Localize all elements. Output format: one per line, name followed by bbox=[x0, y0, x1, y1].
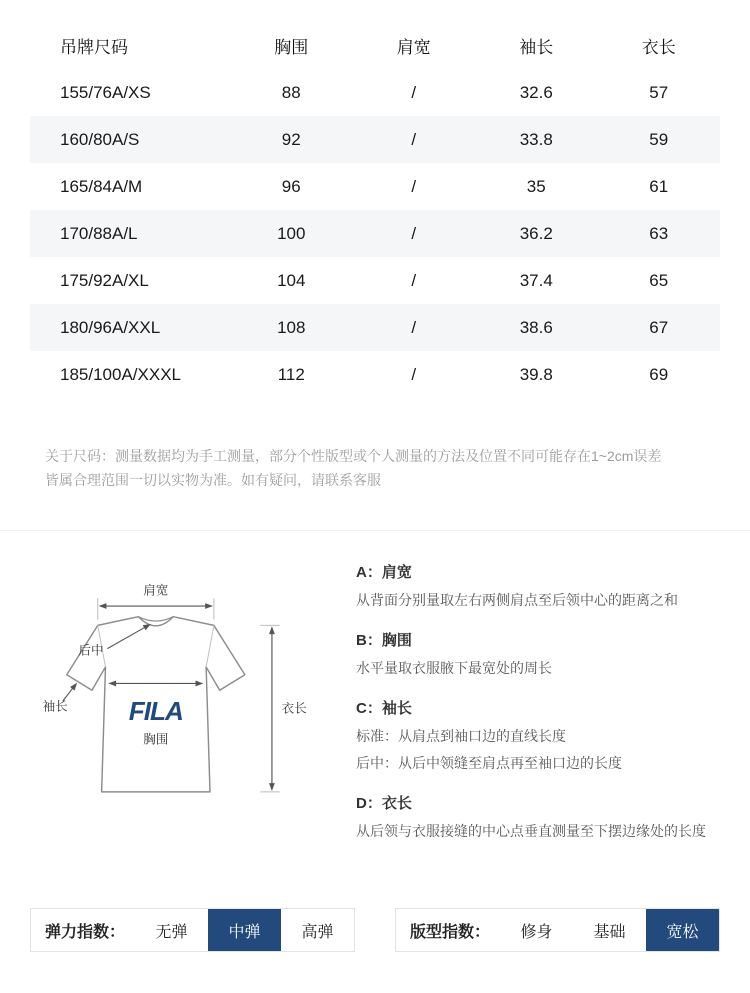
tshirt-diagram bbox=[30, 557, 342, 860]
length-cell: 59 bbox=[649, 129, 669, 149]
definition-heading: D：衣长 bbox=[356, 795, 412, 812]
back-center-label: 后中 bbox=[78, 643, 104, 658]
header-length: 衣长 bbox=[641, 38, 676, 57]
fit-index-label: 版型指数： bbox=[410, 923, 491, 941]
definition-line: 从后领与衣服接缝的中心点垂直测量至下摆边缘处的长度 bbox=[356, 823, 706, 839]
collar-line bbox=[138, 617, 173, 621]
definition-heading: B：胸围 bbox=[356, 632, 412, 649]
shoulder-cell: / bbox=[411, 270, 417, 290]
measurement-diagram-section bbox=[30, 557, 720, 860]
definition-line: 从背面分别量取左右两侧肩点至后领中心的距离之和 bbox=[356, 592, 678, 608]
definition-line: 后中：从后中领缝至肩点再至袖口边的长度 bbox=[356, 755, 622, 771]
section-divider bbox=[0, 530, 750, 531]
size-note bbox=[45, 444, 705, 492]
fit-option-slim[interactable]: 修身 bbox=[520, 923, 553, 941]
header-sleeve: 袖长 bbox=[519, 38, 554, 57]
table-row bbox=[30, 163, 720, 210]
shoulder-width-label: 肩宽 bbox=[143, 583, 169, 598]
definition-line: 标准：从肩点到袖口边的直线长度 bbox=[356, 728, 566, 744]
shoulder-cell: / bbox=[411, 364, 417, 384]
elasticity-index-group bbox=[30, 908, 355, 952]
elasticity-index-label: 弹力指数： bbox=[45, 923, 126, 941]
sleeve-length-arrow bbox=[63, 683, 77, 700]
length-cell: 67 bbox=[649, 317, 669, 337]
length-cell: 61 bbox=[649, 176, 669, 196]
size-note-line1: 关于尺码：测量数据均为手工测量，部分个性版型或个人测量的方法及位置不同可能存在1~2cm误差 bbox=[45, 448, 662, 464]
definition-sleeve bbox=[356, 697, 720, 774]
length-cell: 69 bbox=[649, 364, 669, 384]
size-note-line2: 皆属合理范围一切以实物为准。如有疑问，请联系客服 bbox=[45, 472, 381, 488]
index-strips bbox=[30, 908, 720, 952]
definition-heading: C：袖长 bbox=[356, 700, 412, 717]
length-cell: 63 bbox=[649, 223, 669, 243]
chest-label: 胸围 bbox=[143, 732, 169, 747]
sleeve-length-label: 袖长 bbox=[42, 699, 68, 714]
shoulder-cell: / bbox=[411, 176, 417, 196]
shoulder-cell: / bbox=[411, 223, 417, 243]
definition-line: 水平量取衣服腋下最宽处的周长 bbox=[356, 660, 552, 676]
shoulder-cell: / bbox=[411, 317, 417, 337]
measurement-definitions bbox=[342, 557, 720, 860]
size-cell: 185/100A/XXXL bbox=[60, 364, 181, 384]
sleeve-cell: 33.8 bbox=[519, 129, 553, 149]
header-size: 吊牌尺码 bbox=[60, 38, 128, 57]
fit-option-loose[interactable]: 宽松 bbox=[646, 909, 719, 951]
tshirt-illustration bbox=[30, 557, 330, 837]
table-row bbox=[30, 116, 720, 163]
chest-cell: 88 bbox=[281, 82, 301, 102]
elasticity-option-medium[interactable]: 中弹 bbox=[208, 909, 281, 951]
size-cell: 165/84A/M bbox=[60, 176, 143, 196]
elasticity-option-none[interactable]: 无弹 bbox=[155, 923, 188, 941]
brand-logo: FILA bbox=[128, 696, 183, 727]
size-cell: 170/88A/L bbox=[60, 223, 138, 243]
header-shoulder: 肩宽 bbox=[396, 38, 431, 57]
size-cell: 160/80A/S bbox=[60, 129, 140, 149]
chest-cell: 96 bbox=[281, 176, 301, 196]
definition-length bbox=[356, 792, 720, 842]
chest-cell: 100 bbox=[277, 223, 306, 243]
table-row bbox=[30, 210, 720, 257]
sleeve-cell: 37.4 bbox=[519, 270, 553, 290]
definition-heading: A：肩宽 bbox=[356, 564, 412, 581]
header-chest: 胸围 bbox=[274, 38, 309, 57]
size-chart-table bbox=[30, 22, 720, 398]
elasticity-option-high[interactable]: 高弹 bbox=[301, 923, 334, 941]
length-cell: 57 bbox=[649, 82, 669, 102]
garment-length-label: 衣长 bbox=[281, 701, 307, 716]
size-cell: 155/76A/XS bbox=[60, 82, 151, 102]
table-row bbox=[30, 304, 720, 351]
chest-cell: 104 bbox=[277, 270, 306, 290]
chest-cell: 112 bbox=[277, 364, 305, 384]
definition-chest bbox=[356, 629, 720, 679]
size-cell: 180/96A/XXL bbox=[60, 317, 161, 337]
sleeve-cell: 39.8 bbox=[519, 364, 553, 384]
table-row bbox=[30, 257, 720, 304]
sleeve-cell: 36.2 bbox=[519, 223, 553, 243]
table-row bbox=[30, 69, 720, 116]
chest-cell: 108 bbox=[277, 317, 306, 337]
sleeve-cell: 38.6 bbox=[519, 317, 553, 337]
fit-option-regular[interactable]: 基础 bbox=[593, 923, 626, 941]
sleeve-cell: 35 bbox=[526, 176, 546, 196]
shoulder-cell: / bbox=[411, 82, 417, 102]
fit-index-group bbox=[395, 908, 720, 952]
sleeve-cell: 32.6 bbox=[519, 82, 553, 102]
size-cell: 175/92A/XL bbox=[60, 270, 149, 290]
table-header-row bbox=[30, 22, 720, 69]
chest-cell: 92 bbox=[281, 129, 301, 149]
definition-shoulder bbox=[356, 561, 720, 611]
shoulder-cell: / bbox=[411, 129, 417, 149]
length-cell: 65 bbox=[649, 270, 669, 290]
table-row bbox=[30, 351, 720, 398]
